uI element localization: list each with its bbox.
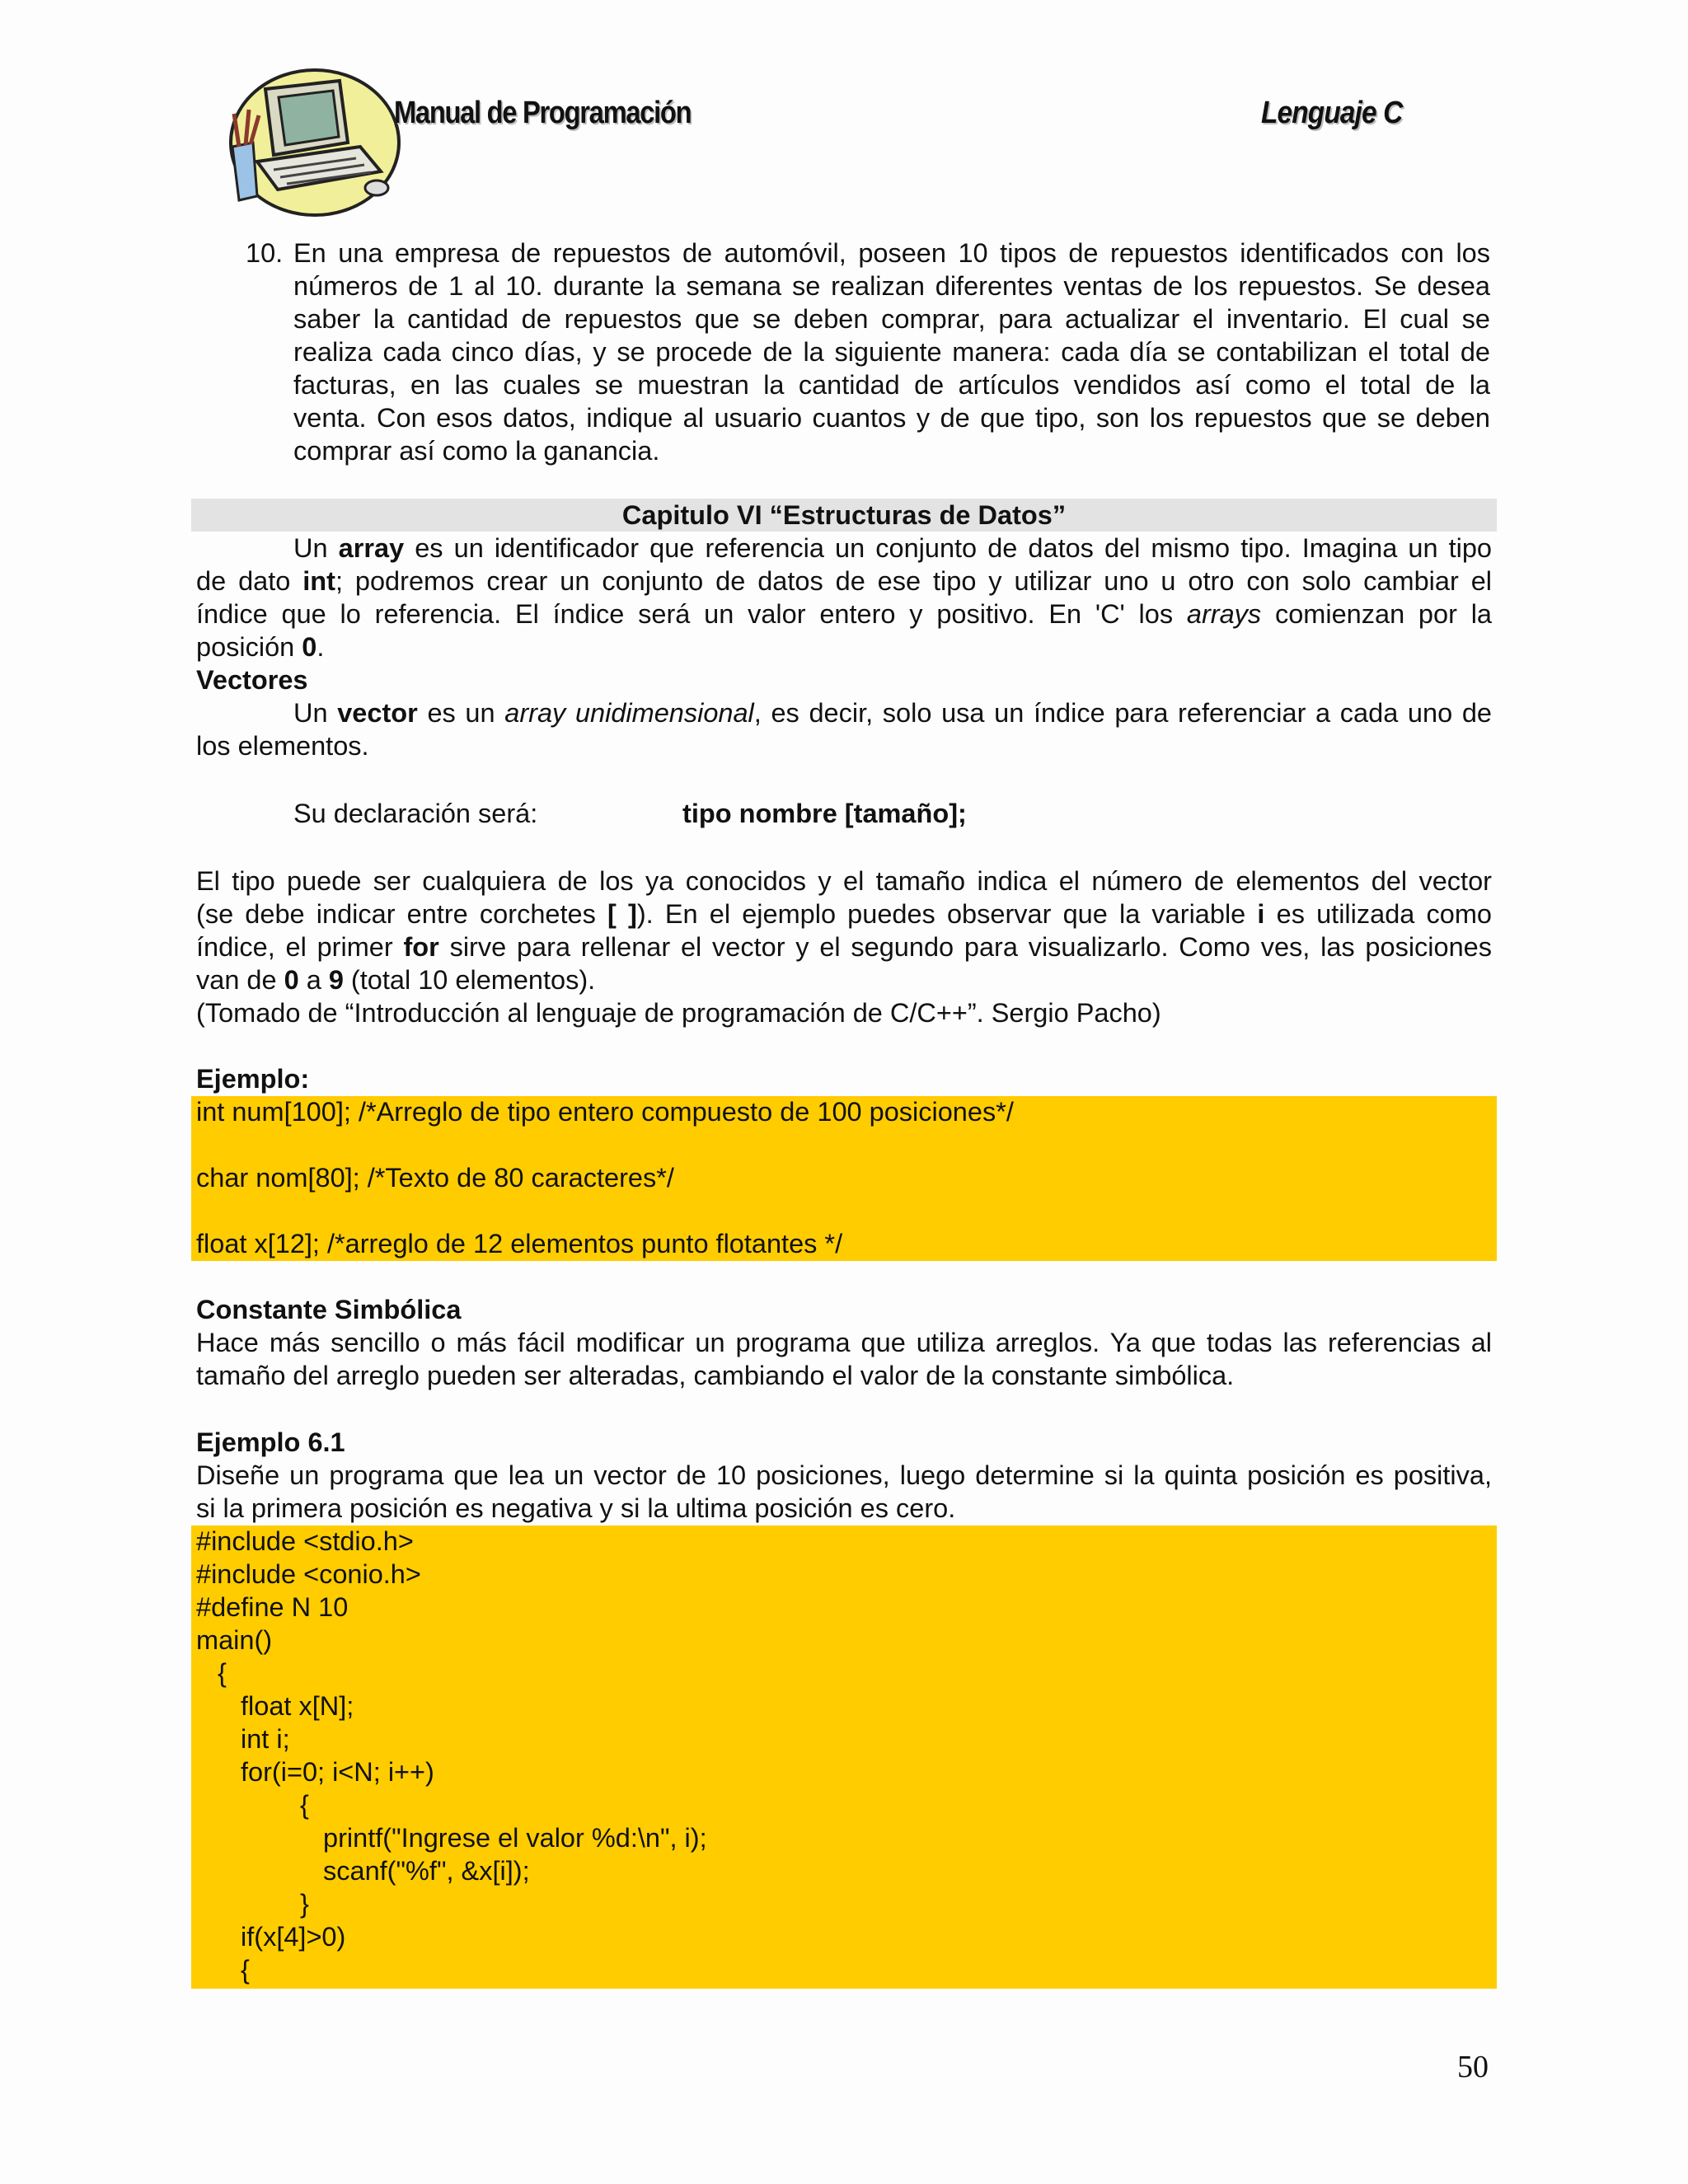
code-line: #include <conio.h> bbox=[196, 1559, 421, 1589]
constante-line: Hace más sencillo o más fácil modificar un programa que utiliza arreglos. Ya que todas las referencias al bbox=[196, 1328, 1492, 1357]
exercise-line: facturas, en las cuales se muestran la cantidad de artículos vendidos así como el total de la bbox=[293, 370, 1490, 400]
vectores-paragraph bbox=[196, 696, 1492, 762]
constante-line: tamaño del arreglo pueden ser alteradas, cambiando el valor de la constante simbólica. bbox=[196, 1361, 1235, 1390]
tipo-paragraph bbox=[196, 865, 1492, 1029]
code-line: int num[100]; /*Arreglo de tipo entero compuesto de 100 posiciones*/ bbox=[196, 1097, 1014, 1127]
exercise-text bbox=[293, 237, 1490, 467]
header-manual-title: Manual de Programación bbox=[394, 96, 692, 130]
code-line: char nom[80]; /*Texto de 80 caracteres*/ bbox=[196, 1163, 674, 1193]
intro-line: posición 0. bbox=[196, 632, 325, 662]
exercise-line: comprar así como la ganancia. bbox=[293, 436, 660, 466]
code-line: } bbox=[300, 1889, 309, 1919]
code-line: #include <stdio.h> bbox=[196, 1526, 414, 1556]
code-line: { bbox=[218, 1658, 227, 1688]
tipo-line: van de 0 a 9 (total 10 elementos). bbox=[196, 965, 596, 995]
page-number: 50 bbox=[1457, 2050, 1489, 2084]
code-line: float x[12]; /*arreglo de 12 elementos punto flotantes */ bbox=[196, 1229, 843, 1258]
ejemplo61-line: Diseñe un programa que lea un vector de 10 posiciones, luego determine si la quinta posición es positiva, bbox=[196, 1460, 1492, 1490]
ejemplo-heading: Ejemplo: bbox=[196, 1064, 310, 1094]
tipo-line: El tipo puede ser cualquiera de los ya conocidos y el tamaño indica el número de elementos del vector bbox=[196, 866, 1492, 896]
vectores-line: los elementos. bbox=[196, 731, 369, 761]
code-line: if(x[4]>0) bbox=[241, 1922, 346, 1952]
intro-line: índice que lo referencia. El índice será un valor entero y positivo. En 'C' los arrays comienzan por la bbox=[196, 599, 1492, 629]
code-line: int i; bbox=[241, 1724, 290, 1754]
exercise-line: venta. Con esos datos, indique al usuario cuantos y de que tipo, son los repuestos que se deben bbox=[293, 403, 1490, 433]
vectores-line: Un vector es un array unidimensional, es decir, solo usa un índice para referenciar a cada uno de bbox=[293, 698, 1492, 728]
ejemplo61-heading: Ejemplo 6.1 bbox=[196, 1427, 345, 1457]
code-line: scanf("%f", &x[i]); bbox=[323, 1856, 530, 1886]
intro-line: de dato int; podremos crear un conjunto de datos de ese tipo y utilizar uno u otro con solo cambiar el bbox=[196, 566, 1492, 596]
code-line: printf("Ingrese el valor %d:\n", i); bbox=[323, 1823, 707, 1853]
declaration-syntax: tipo nombre [tamaño]; bbox=[682, 799, 967, 828]
citation: (Tomado de “Introducción al lenguaje de programación de C/C++”. Sergio Pacho) bbox=[196, 998, 1161, 1028]
exercise-line: saber la cantidad de repuestos que se deben comprar, para actualizar el inventario. El cual se bbox=[293, 304, 1490, 334]
exercise-number: 10. bbox=[246, 238, 284, 268]
code-line: #define N 10 bbox=[196, 1592, 349, 1622]
constante-paragraph bbox=[196, 1326, 1492, 1392]
code-line: float x[N]; bbox=[241, 1691, 354, 1721]
exercise-line: realiza cada cinco días, y se procede de la siguiente manera: cada día se contabilizan el total de bbox=[293, 337, 1490, 367]
exercise-line: En una empresa de repuestos de automóvil, poseen 10 tipos de repuestos identificados con los bbox=[293, 238, 1490, 268]
header-language-title: Lenguaje C bbox=[1261, 96, 1403, 130]
vectores-heading: Vectores bbox=[196, 665, 308, 695]
exercise-line: números de 1 al 10. durante la semana se realizan diferentes ventas de los repuestos. Se desea bbox=[293, 271, 1490, 301]
ejemplo61-paragraph bbox=[196, 1459, 1492, 1525]
declaration-label: Su declaración será: bbox=[293, 799, 538, 828]
code-line: { bbox=[300, 1790, 309, 1820]
chapter-title: Capitulo VI “Estructuras de Datos” bbox=[621, 500, 1067, 530]
ejemplo61-line: si la primera posición es negativa y si la ultima posición es cero. bbox=[196, 1493, 956, 1523]
intro-line: Un array es un identificador que referencia un conjunto de datos del mismo tipo. Imagina un tipo bbox=[293, 533, 1493, 563]
code-line: { bbox=[241, 1955, 250, 1985]
code-line: main() bbox=[196, 1625, 273, 1655]
computer-clipart-logo bbox=[216, 64, 401, 221]
constante-heading: Constante Simbólica bbox=[196, 1295, 462, 1324]
code-line: for(i=0; i<N; i++) bbox=[241, 1757, 434, 1787]
tipo-line: (se debe indicar entre corchetes [ ]). En el ejemplo puedes observar que la variable i es utilizada como bbox=[196, 899, 1492, 929]
tipo-line: índice, el primer for sirve para rellenar el vector y el segundo para visualizarlo. Como ves, las posiciones bbox=[196, 932, 1492, 962]
intro-paragraph bbox=[196, 532, 1492, 663]
